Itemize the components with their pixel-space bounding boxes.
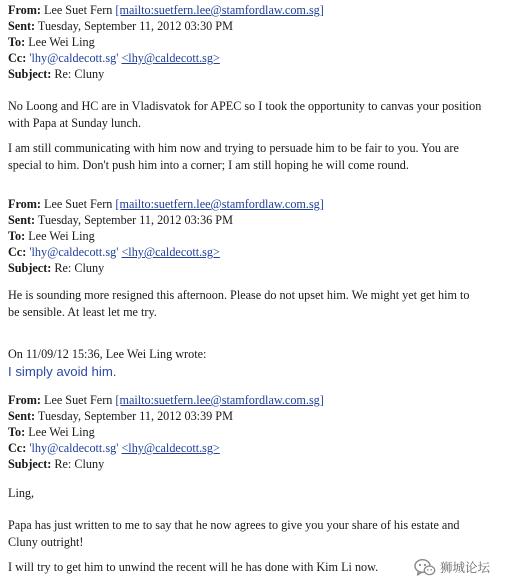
- subject-line: [8, 261, 104, 276]
- wechat-icon: [414, 558, 436, 578]
- subject-line: [8, 67, 104, 82]
- cc-quoted-address: 'lhy@caldecott.sg': [29, 51, 119, 65]
- body-paragraph-line: I will try to get him to unwind the recent will he has done with Kim Li now.: [8, 560, 379, 574]
- body-paragraph-line: No Loong and HC are in Vladisvatok for APEC so I took the opportunity to canvas your position: [8, 99, 482, 113]
- body-paragraph-line: with Papa at Sunday lunch.: [8, 116, 142, 130]
- recipient-name: Lee Wei Ling: [28, 229, 95, 243]
- cc-label: Cc:: [8, 245, 27, 259]
- body-paragraph-line: be sensible. At least let me try.: [8, 305, 157, 319]
- to-label: To:: [8, 425, 26, 439]
- cc-line: [8, 51, 220, 66]
- from-label: From:: [8, 3, 41, 17]
- sent-line: [8, 213, 233, 228]
- sender-mailto-link[interactable]: [mailto:suetfern.lee@stamfordlaw.com.sg]: [115, 197, 324, 211]
- sender-name: Lee Suet Fern: [44, 3, 113, 17]
- reply-text: I simply avoid him.: [8, 364, 117, 379]
- sender-name: Lee Suet Fern: [44, 393, 113, 407]
- subject-label: Subject:: [8, 67, 52, 81]
- sent-date: Tuesday, September 11, 2012 03:30 PM: [37, 19, 233, 33]
- body-paragraph-line: Ling,: [8, 486, 35, 500]
- subject-text: Re: Cluny: [54, 261, 105, 275]
- subject-line: [8, 457, 104, 472]
- sender-mailto-link[interactable]: [mailto:suetfern.lee@stamfordlaw.com.sg]: [115, 393, 324, 407]
- body-paragraph-line: He is sounding more resigned this afternoon. Please do not upset him. We might yet get him to: [8, 288, 470, 302]
- sender-mailto-link[interactable]: [mailto:suetfern.lee@stamfordlaw.com.sg]: [115, 3, 324, 17]
- cc-email-link[interactable]: <lhy@caldecott.sg>: [121, 441, 220, 455]
- body-paragraph-line: I am still communicating with him now and trying to persuade him to be fair to you. You are: [8, 141, 459, 155]
- cc-line: [8, 245, 220, 260]
- sent-date: Tuesday, September 11, 2012 03:39 PM: [37, 409, 233, 423]
- to-line: [8, 229, 95, 244]
- cc-email-link[interactable]: <lhy@caldecott.sg>: [121, 51, 220, 65]
- subject-label: Subject:: [8, 457, 52, 471]
- cc-quoted-address: 'lhy@caldecott.sg': [29, 441, 119, 455]
- watermark-text: 狮城论坛: [440, 560, 491, 576]
- to-line: [8, 425, 95, 440]
- subject-text: Re: Cluny: [54, 457, 105, 471]
- sent-label: Sent:: [8, 409, 36, 423]
- from-line: [8, 393, 324, 408]
- from-label: From:: [8, 197, 41, 211]
- sent-label: Sent:: [8, 19, 36, 33]
- body-paragraph-line: Papa has just written to me to say that he now agrees to give you your share of his estate and: [8, 518, 460, 532]
- sent-line: [8, 409, 233, 424]
- recipient-name: Lee Wei Ling: [28, 35, 95, 49]
- body-paragraph-line: Cluny outright!: [8, 535, 84, 549]
- from-line: [8, 197, 324, 212]
- cc-email-link[interactable]: <lhy@caldecott.sg>: [121, 245, 220, 259]
- cc-line: [8, 441, 220, 456]
- subject-label: Subject:: [8, 261, 52, 275]
- sent-line: [8, 19, 233, 34]
- subject-text: Re: Cluny: [54, 67, 105, 81]
- cc-label: Cc:: [8, 51, 27, 65]
- from-label: From:: [8, 393, 41, 407]
- to-line: [8, 35, 95, 50]
- sender-name: Lee Suet Fern: [44, 197, 113, 211]
- sent-label: Sent:: [8, 213, 36, 227]
- recipient-name: Lee Wei Ling: [28, 425, 95, 439]
- to-label: To:: [8, 229, 26, 243]
- body-paragraph-line: special to him. Don't push him into a corner; I am still hoping he will come round.: [8, 158, 409, 172]
- sent-date: Tuesday, September 11, 2012 03:36 PM: [37, 213, 233, 227]
- watermark: [414, 557, 490, 579]
- reply-header: On 11/09/12 15:36, Lee Wei Ling wrote:: [8, 347, 207, 361]
- from-line: [8, 3, 324, 18]
- cc-quoted-address: 'lhy@caldecott.sg': [29, 245, 119, 259]
- to-label: To:: [8, 35, 26, 49]
- cc-label: Cc:: [8, 441, 27, 455]
